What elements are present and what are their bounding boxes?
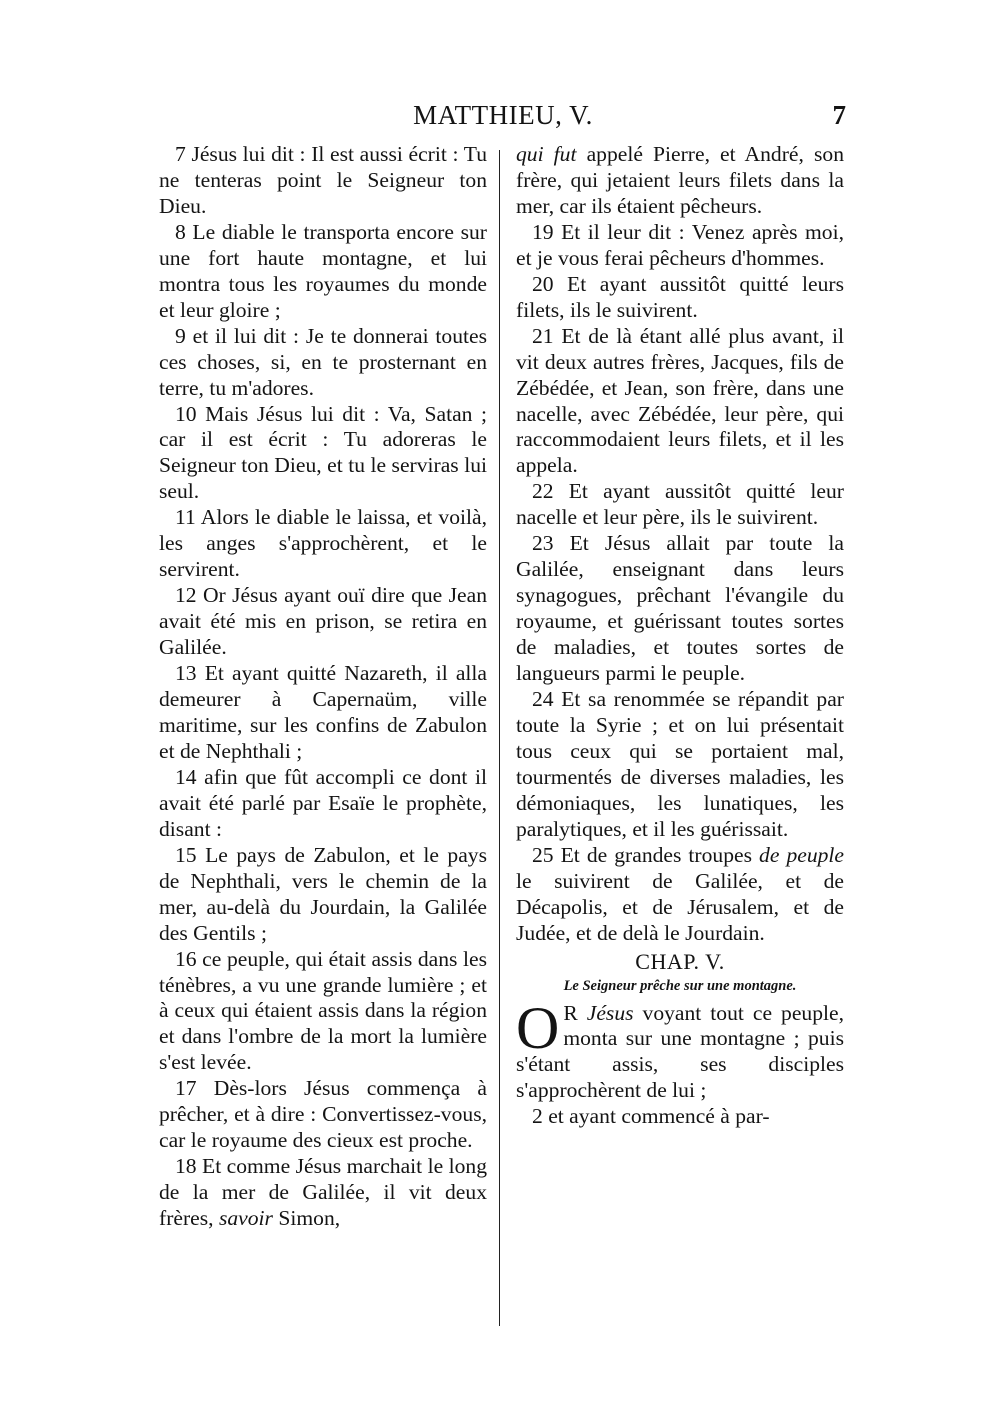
drop-cap: O [516,994,560,1061]
verse-13: 13 Et ayant quitté Nazareth, il alla demeurer à Capernaüm, ville maritime, sur les confins de Zabulon et de Nephthali ; [159,661,487,763]
verse-15: 15 Le pays de Zabulon, et le pays de Nephthali, vers le chemin de la mer, au-delà du Jourdain, la Galilée des Gentils ; [159,842,487,945]
verse-21: 21 Et de là étant allé plus avant, il vit deux autres frères, Jacques, fils de Zébédée, et Jean, son frère, dans une nacelle, avec Zébédée, leur père, qui raccommodaient leurs filets, et il les appela. [516,323,844,478]
verse-1-caps: R [563,1000,578,1025]
continuation-italic: qui fut [516,142,577,166]
verse-12: 12 Or Jésus ayant ouï dire que Jean avait été mis en prison, se retira en Galilée. [159,583,487,660]
verse-25-lead: 25 Et de grandes troupes [532,842,752,867]
verse-18-tail: Simon, [278,1206,341,1231]
verse-18 [159,1154,487,1232]
verse-8: 8 Le diable le transporta encore sur une fort haute montagne, et lui montra tous les royaumes du monde et leur gloire ; [159,219,487,322]
verse-11: 11 Alors le diable le laissa, et voilà, les anges s'approchèrent, et le servirent. [159,505,487,582]
verse-14: 14 afin que fût accompli ce dont il avait été parlé par Esaïe le prophète, disant : [159,764,487,841]
running-title: MATTHIEU, V. [413,100,593,130]
verse-25-tail: le suivirent de Galilée, et de Décapolis, et de Jérusalem, et de Judée, et de delà le Jourdain. [516,868,844,945]
chapter-verse-1 [516,994,844,1105]
verse-25 [516,843,844,947]
verse-9: 9 et il lui dit : Je te donnerai toutes ces choses, si, en te prosternant en terre, tu m'adores. [159,323,487,400]
verse-24: 24 Et sa renommée se répandit par toute la Syrie ; et on lui présentait tous ceux qui se portaient mal, tourmentés de diverses maladies, les démoniaques, les lunatiques, les paralytiques, et il les guérissait. [516,687,844,841]
verse-22: 22 Et ayant aussitôt quitté leur nacelle et leur père, ils le suivirent. [516,479,844,530]
verse-18-continuation [516,142,844,220]
verse-23: 23 Et Jésus allait par toute la Galilée, enseignant dans leurs synagogues, prêchant l'évangile du royaume, et guérissant toutes sortes de maladies, et toutes sortes de langueurs parmi le peuple. [516,531,844,686]
verse-1-italic: Jésus [586,1000,634,1025]
verse-1-text: voyant tout ce peuple, monta sur une montagne ; puis s'étant assis, ses disciples s'approchèrent de lui ; [516,1000,844,1103]
verse-18-text: 18 Et comme Jésus marchait le long de la mer de Galilée, il vit deux frères, [159,1154,487,1231]
verse-25-italic: de peuple [759,842,844,867]
page-number: 7 [832,100,846,130]
verse-10: 10 Mais Jésus lui dit : Va, Satan ; car il est écrit : Tu adoreras le Seigneur ton Dieu, et tu le serviras lui seul. [159,401,487,504]
chapter-heading: CHAP. V. [635,948,725,974]
verse-18-italic: savoir [218,1206,273,1231]
continuation-text: appelé Pierre, et André, son frère, qui jetaient leurs filets dans la mer, car ils étaient pêcheurs. [516,142,844,218]
verse-7: 7 Jésus lui dit : Il est aussi écrit : Tu ne tenteras point le Seigneur ton Dieu. [159,142,487,218]
running-head [160,100,846,140]
chapter-verse-2: 2 et ayant commencé à par- [532,1104,770,1129]
verse-17: 17 Dès-lors Jésus commença à prêcher, et à dire : Convertissez-vous, car le royaume des cieux est proche. [159,1076,487,1153]
verse-19: 19 Et il leur dit : Venez après moi, et je vous ferai pêcheurs d'hommes. [516,219,844,270]
chapter-summary: Le Seigneur prêche sur une montagne. [563,977,797,994]
column-rule [499,150,500,1326]
left-column [159,142,487,1232]
right-column [516,142,844,1130]
verse-20: 20 Et ayant aussitôt quitté leurs filets, ils le suivirent. [516,271,844,322]
verse-16: 16 ce peuple, qui était assis dans les ténèbres, a vu une grande lumière ; et à ceux qui étaient assis dans la région et dans l'ombre de la mort la lumière s'est levée. [159,946,487,1075]
